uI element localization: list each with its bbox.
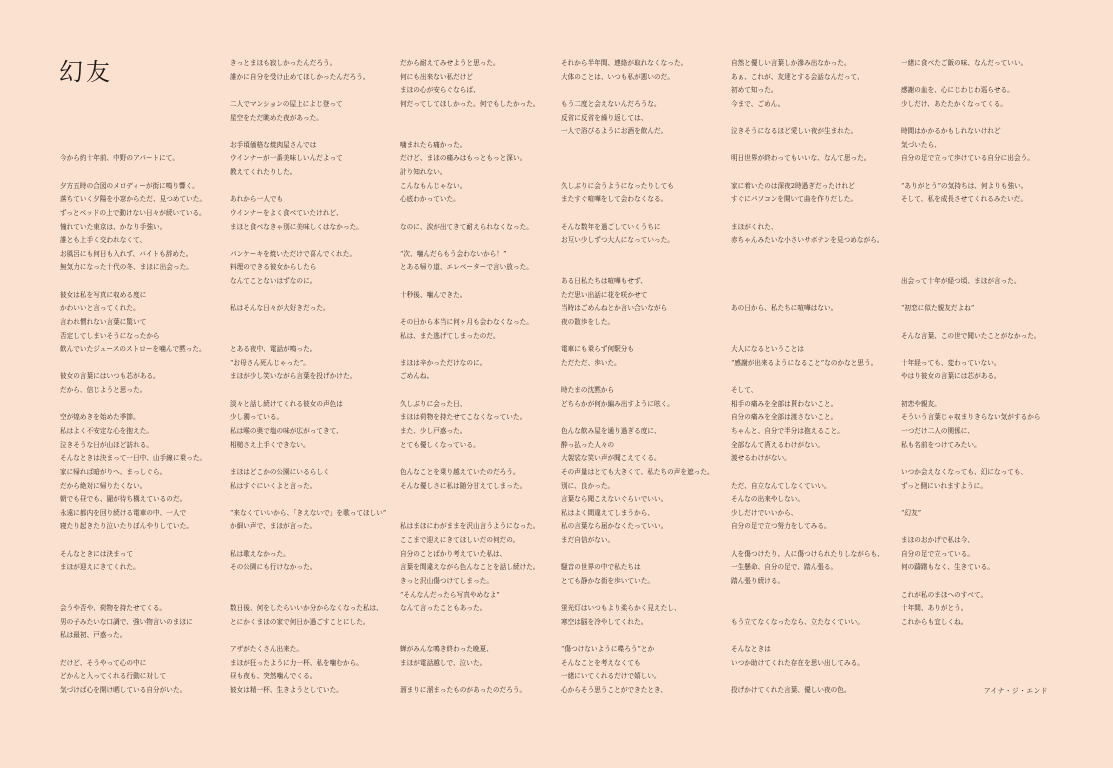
text-line: その日から本当に何ヶ月も会わなくなった。 — [400, 317, 533, 326]
text-line: 少し濁っている。 — [230, 413, 284, 422]
text-line: そんな数年を過ごしていくうちに — [561, 222, 661, 231]
text-line: そういう言葉じゃ収まりきらない気がするから — [901, 413, 1041, 422]
text-line: “幻友” — [901, 508, 922, 517]
text-line: 出会って十年が経つ頃、まほが言った。 — [901, 277, 1021, 286]
text-line: 初恋や親友。 — [901, 399, 941, 408]
text-line: “お母さん死んじゃった”。 — [230, 358, 310, 367]
text-line: 相手の痛みを全部は貰わないこと。 — [731, 399, 838, 408]
text-line: 私はよく間違えてしまうから、 — [561, 508, 655, 517]
text-line: 彼女は私を写真に収める度に — [60, 290, 147, 299]
text-line: 大人になるということは — [731, 345, 805, 354]
text-line: 感謝の血を、心にじわじわ巡らせる。 — [901, 86, 1014, 95]
text-line: まほは荷物を持たせてこなくなっていた。 — [400, 413, 527, 422]
text-line: 家に帰れば暗がりへ、まっしぐら。 — [60, 467, 167, 476]
text-line: またすぐ喧嘩をして会わなくなる。 — [561, 195, 668, 204]
text-line: 少しだけでいいから、 — [731, 508, 798, 517]
text-line: とても静かな街を歩いていた。 — [561, 576, 655, 585]
text-line: 一つだけ二人の関係に、 — [901, 427, 975, 435]
text-line: だけど、まほの痛みはもっともっと深い。 — [400, 154, 527, 163]
text-line: 反省に反省を繰り返しては、 — [561, 113, 648, 122]
text-line: 今から約十年前、中野のアパートにて。 — [60, 154, 179, 163]
text-line: 時間はかかるかもしれないけれど — [901, 127, 1001, 136]
text-line: 溜まりに溜まったものがあったのだろう。 — [400, 685, 527, 694]
text-line: 彼女は精一杯、生きようとしていた。 — [230, 685, 343, 694]
text-line: そんなことを考えなくても — [561, 658, 641, 667]
text-line: 言葉なら聞こえないぐらいでいい。 — [561, 495, 668, 504]
text-line: 私はすぐにいくよと言った。 — [230, 481, 317, 490]
text-line: 別に、良かった。 — [561, 481, 615, 490]
text-line: まほがくれた、 — [731, 222, 778, 231]
text-line: 寒空は脳を冷やしてくれた。 — [561, 617, 648, 626]
text-line: 淡々と話し続けてくれる彼女の声色は — [230, 399, 343, 408]
text-line: ある日私たちは喧嘩もせず、 — [561, 277, 647, 286]
text-line: 大体のことは、いつも私が悪いのだ。 — [561, 72, 674, 81]
text-line: そんなの出来やしない。 — [731, 495, 805, 504]
text-line: まほはどこかの公園にいるらしく — [230, 467, 330, 476]
text-line: まほが狂ったように力一杯、私を噛むから。 — [230, 658, 363, 667]
text-line: もう立てなくなったなら、立たなくていい。 — [731, 617, 864, 626]
text-line: とある夜中、電話が鳴った。 — [230, 345, 317, 354]
text-line: 落ちていく夕陽を小窓からただ、見つめていた。 — [60, 195, 207, 204]
text-line: 十秒後、噛んできた。 — [400, 290, 467, 299]
text-line: その公園にも行けなかった。 — [230, 563, 317, 572]
text-line: 私は、また逃げてしまったのだ。 — [400, 331, 500, 340]
text-line: 誰かに自分を受け止めてほしかったんだろう。 — [230, 72, 370, 81]
text-line: だから絶対に帰りたくない。 — [60, 481, 147, 490]
text-line: まだ自信がない。 — [561, 536, 615, 545]
text-line: 私はよく不安定な心を抱えた。 — [60, 427, 154, 435]
text-line: まほは辛かっただけなのに。 — [400, 358, 487, 367]
text-line: “傷つけないように喋ろう”とか — [561, 645, 655, 654]
text-line: だから、信じようと思った。 — [60, 386, 147, 395]
text-line: 相槌さえ上手くできない。 — [230, 440, 310, 449]
text-line: “次、噛んだらもう会わないから！” — [400, 249, 507, 258]
text-line: 夕方五時の合図のメロディーが街に鳴り響く。 — [60, 181, 199, 190]
text-line: いつか会えなくなっても、幻になっても、 — [901, 467, 1028, 476]
text-line: あの日から、私たちに喧嘩はない。 — [731, 304, 838, 313]
text-line: パンケーキを焼いただけで喜んでくれた。 — [230, 249, 357, 258]
text-line: 噛まれたら痛かった。 — [400, 140, 467, 149]
text-line: 男の子みたいな口調で、強い物言いのまほに — [60, 617, 193, 626]
text-line: 時たまの沈黙から — [561, 386, 615, 395]
text-line: 朝でも昼でも、闇が待ち構えているのだ。 — [60, 495, 187, 504]
text-column-3 — [400, 57, 570, 707]
text-line: “初恋に似た親友だよね” — [901, 304, 975, 313]
text-line: 夜の散歩をした。 — [561, 317, 615, 326]
text-line: 気づけば心を開け晒している自分がいた。 — [60, 685, 187, 694]
text-line: そして、私を成長させてくれるみたいだ。 — [901, 195, 1028, 204]
text-line: とにかくまほの家で何日か過ごすことにした。 — [230, 617, 370, 626]
text-line: やはり彼女の言葉には芯がある。 — [901, 372, 1001, 381]
text-line: ただ、自立なんてしなくていい。 — [731, 481, 831, 490]
text-line: 永遠に都内を回り続ける電車の中、一人で — [60, 508, 187, 517]
text-line: 憧れていた東京は、かなり手強い。 — [60, 222, 167, 231]
text-line: お風呂にも何日も入れず、バイトも辞めた。 — [60, 249, 193, 258]
text-line: まほと食べなきゃ別に美味しくはなかった。 — [230, 222, 363, 231]
text-line: そんなときは決まって一日中、山手線に乗った。 — [60, 454, 207, 463]
text-line: もう二度と会えないんだろうな。 — [561, 99, 661, 108]
text-line: 今まで、ごめん。 — [731, 99, 785, 108]
text-line: ウインナーが一番美味しいんだよって — [230, 154, 343, 163]
text-line: これが私のまほへのすべて。 — [901, 590, 988, 599]
text-line: こんなもんじゃない。 — [400, 181, 467, 190]
text-line: 気づいたら、 — [901, 140, 941, 149]
text-line: 彼女の言葉にはいつも芯がある。 — [60, 372, 160, 381]
text-line: これからも宜しくね。 — [901, 617, 968, 626]
text-line: 昼も夜も、突然噛んでくる。 — [230, 672, 317, 681]
text-line: 大袈裟な笑い声が聞こえてくる。 — [561, 454, 661, 463]
text-line: とても優しくなっている。 — [400, 440, 480, 449]
text-column-5 — [731, 57, 901, 707]
text-line: 自分の足で立っている。 — [901, 549, 975, 558]
author-signature: アイナ・ジ・エンド — [983, 687, 1048, 695]
text-line: そんなときは — [731, 645, 771, 654]
text-line: 心からそう思うことができたとき、 — [561, 685, 668, 694]
text-line: きっと沢山傷つけてしまった。 — [400, 576, 494, 585]
text-line: 蝉がみんな鳴き終わった晩夏、 — [400, 645, 493, 654]
text-line: いつか助けてくれた存在を思い出してみる。 — [731, 658, 864, 667]
text-line: ただただ、歩いた。 — [561, 358, 621, 367]
text-line: だから耐えてみせようと思った。 — [400, 59, 500, 67]
text-line: なんて言ったこともあった。 — [400, 604, 487, 613]
text-line: 何の躊躇もなく、生きている。 — [901, 563, 994, 572]
text-line: そんな言葉、この世で聞いたことがなかった。 — [901, 331, 1041, 340]
text-line: だけど、そうやって心の中に — [60, 658, 147, 667]
text-line: 泣きそうな日が山ほど訪れる。 — [60, 440, 154, 449]
text-line: 騒音の世界の中で私たちは — [561, 563, 641, 572]
text-line: まほのおかげで私は今、 — [901, 536, 975, 545]
text-line: まほが迎えにきてくれた。 — [60, 563, 140, 572]
text-line: 空が煌めきを始めた季節。 — [60, 413, 140, 422]
text-line: 蛍光灯はいつもより柔らかく見えたし、 — [561, 604, 681, 613]
text-line: 寝たり起きたり泣いたりぼんやりしていた。 — [60, 522, 193, 531]
text-line: その声量はとても大きくて、私たちの声を遮った。 — [561, 467, 714, 476]
text-line: きっとまほも寂しかったんだろう。 — [230, 59, 337, 67]
text-line: なんてことないはずなのに。 — [230, 277, 317, 286]
text-line: 私の言葉なら届かなくたっていい。 — [561, 522, 668, 531]
text-line: 私はまほにわがままを沢山言うようになった。 — [400, 522, 540, 531]
text-line: 心底わかっていた。 — [400, 195, 460, 204]
text-line: そんな優しさに私は随分甘えてしまった。 — [400, 481, 527, 490]
text-line: 二人でマンションの屋上によじ登って — [230, 99, 343, 108]
text-line: 一緒に食べたご飯の味、なんだっていい。 — [901, 59, 1028, 67]
text-line: 少しだけ、あたたかくなってくる。 — [901, 99, 1008, 108]
text-line: また、少し戸惑った。 — [400, 427, 467, 435]
text-line: まほが電話越しで、泣いた。 — [400, 658, 487, 667]
text-line: ちゃんと、自分で半分は抱えること。 — [731, 427, 844, 435]
text-line: 人を傷つけたり、人に傷つけられたりしながらも、 — [731, 549, 884, 558]
text-line: ウインナーをよく食べていたけれど、 — [230, 208, 343, 217]
text-line: どかんと入ってくれる行動に対して — [60, 672, 167, 681]
text-line: そして、 — [731, 386, 758, 395]
text-column-4 — [561, 57, 731, 707]
text-line: 飲んでいたジュースのストローを噛んで黙った。 — [60, 345, 206, 354]
text-line: ここまで迎えにきてほしいだの何だの。 — [400, 536, 520, 545]
text-line: 私も名前をつけてみたい。 — [901, 440, 981, 449]
text-line: それから半年間、連絡が取れなくなった。 — [561, 59, 688, 67]
text-line: アザがたくさん出来た。 — [230, 645, 304, 654]
text-line: 久しぶりに会った日、 — [400, 399, 467, 408]
text-line: かわいいと言ってくれた。 — [60, 304, 140, 313]
text-line: 十年経っても、変わっていない。 — [901, 358, 1001, 367]
page-title: 幻友 — [59, 58, 113, 86]
text-line: お互い少しずつ大人になっていった。 — [561, 236, 674, 245]
text-line: なのに、涙が出てきて耐えられなくなった。 — [400, 222, 533, 231]
text-column-6 — [901, 57, 1071, 707]
text-line: まほの心が安らぐならば、 — [400, 86, 480, 95]
text-line: 何だってしてほしかった。何でもしたかった。 — [400, 99, 540, 108]
text-line: 渡せるわけがない。 — [731, 454, 791, 463]
text-line: 星空をただ眺めた夜があった。 — [230, 113, 323, 122]
text-line: 泣きそうになるほど愛しい夜が生まれた。 — [731, 127, 858, 136]
text-line: 否定してしまいそうになったから — [60, 331, 160, 340]
text-line: 私は最初、戸惑った。 — [60, 631, 127, 640]
text-line: ずっとベッドの上で動けない日々が続いている。 — [60, 208, 206, 217]
text-line: 十年間、ありがとう。 — [901, 604, 968, 613]
text-line: あぁ、これが、友達とする会話なんだって、 — [731, 72, 864, 81]
text-line: 赤ちゃんみたいな小さいサボテンを見つめながら。 — [731, 236, 884, 245]
text-line: “来なくていいから、「きえないで」を歌ってほしい” — [230, 508, 387, 517]
text-line: 料理のできる彼女からしたら — [230, 263, 317, 272]
text-line: 私はそんな日々が大好きだった。 — [230, 304, 330, 313]
text-line: まほが少し笑いながら言葉を投げかけた。 — [230, 372, 357, 381]
text-line: か細い声で、まほが言った。 — [230, 522, 317, 531]
text-line: 何にも出来ない私だけど — [400, 72, 474, 81]
text-line: 計り知れない。 — [400, 168, 447, 177]
text-line: 誰とも上手く交われなくて、 — [60, 236, 147, 245]
text-line: すぐにパソコンを開いて曲を作りだした。 — [731, 195, 858, 204]
text-line: とある帰り道、エレベーターで言い放った。 — [400, 263, 533, 272]
text-line: 自分の足で立って歩けている自分に出会う。 — [901, 154, 1034, 163]
text-line: 言われ慣れない言葉に驚いて — [60, 317, 147, 326]
text-column-1 — [60, 57, 230, 707]
text-line: 言葉を間違えながら色んなことを話し続けた。 — [400, 563, 540, 572]
text-line: 明日世界が終わってもいいな、なんて思った。 — [731, 154, 871, 163]
text-line: 久しぶりに会うようになったりしても — [561, 181, 674, 190]
text-line: 自分のことばかり考えていた私は、 — [400, 549, 507, 558]
text-line: 無気力になった十代の冬、まほに出会った。 — [60, 263, 193, 272]
text-column-2 — [230, 57, 400, 707]
text-line: 電車にも乗らず何駅分も — [561, 345, 635, 354]
text-line: どちらかが何か編み出すように呟く。 — [561, 399, 674, 408]
text-line: 自然と優しい言葉しか滲み出なかった。 — [731, 59, 851, 67]
text-line: 色んなことを乗り越えていたのだろう。 — [400, 467, 520, 476]
text-line: ずっと側にいれますように。 — [901, 481, 987, 490]
text-line: そんなときには決まって — [60, 549, 134, 558]
text-line: お手頃価格な焼肉屋さんでは — [230, 140, 317, 149]
text-line: ただ思い出話に花を咲かせて — [561, 290, 648, 299]
text-line: “そんなんだったら写真やめなよ” — [400, 590, 500, 599]
text-line: 投げかけてくれた言葉、優しい夜の色。 — [731, 685, 851, 694]
text-line: 私は喉の奥で塩の味が広がってきて、 — [230, 427, 343, 435]
text-line: 一緒にいてくれるだけで嬉しい。 — [561, 672, 661, 681]
text-line: “感謝が出来るようになること”なのかなと思う。 — [731, 358, 878, 367]
text-line: 一人で浴びるようにお酒を飲んだ。 — [561, 127, 668, 136]
text-line: 全部なんて貰えるわけがない。 — [731, 440, 825, 449]
text-line: 家に着いたのは深夜2時過ぎだったけれど — [731, 181, 855, 190]
text-line: 数日後、何をしたらいいか分からなくなった私は、 — [230, 604, 383, 613]
text-line: 色んな飲み屋を通り過ぎる度に、 — [561, 427, 661, 435]
text-line: 酔っ払った人々の — [561, 440, 615, 449]
text-line: ごめんね。 — [400, 372, 434, 381]
text-line: 初めて知った。 — [731, 86, 778, 95]
text-line: “ありがとう”の気持ちは、何よりも強い。 — [901, 181, 1028, 190]
text-line: 当時はごめんねとか言い合いながら — [561, 304, 668, 313]
text-line: 会うや否や、荷物を持たせてくる。 — [60, 604, 167, 613]
text-line: あれから一人でも — [230, 195, 284, 204]
text-line: 自分の足で立つ努力をしてみる。 — [731, 522, 831, 531]
text-line: 私は歌えなかった。 — [230, 549, 290, 558]
text-line: 教えてくれたりした。 — [230, 168, 297, 177]
text-line: 一生懸命、自分の足で、踏ん張る。 — [731, 563, 838, 572]
text-line: 自分の痛みを全部は渡さないこと。 — [731, 413, 838, 422]
text-line: 踏ん張り続ける。 — [731, 576, 785, 585]
